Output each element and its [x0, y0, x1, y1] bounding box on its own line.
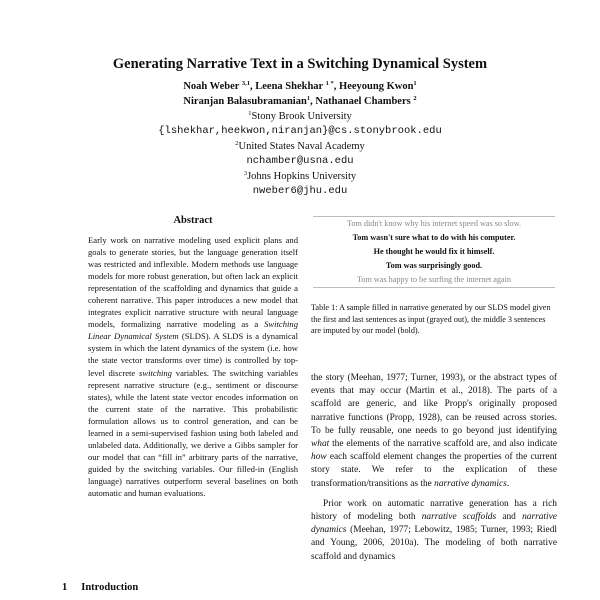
table-1-example	[313, 216, 555, 288]
imputed-sentence: He thought he would fix it himself.	[373, 247, 495, 256]
author-name: Nathanael Chambers	[315, 96, 411, 107]
affil-name: United States Naval Academy	[238, 141, 365, 152]
author-name: Noah Weber	[183, 81, 240, 92]
author-name: Heeyoung Kwon	[339, 81, 414, 92]
paragraph: the story (Meehan, 1977; Turner, 1993), or the abstract types of events that may occur (Martin et al., 2018). The parts of a scaffold are generic, and like Propp's originally proposed narrative functions (Propp, 1928), can be reused across stories. To be fully reusable, one needs to go beyond just identifying what the elements of the narrative scaffold are, and also indicate how each scaffold element changes the properties of the current story state. We refer to the explication of these transformation/transitions as the narrative dynamics.	[311, 373, 557, 489]
affil-name: Stony Brook University	[251, 111, 352, 122]
author-name: Niranjan Balasubramanian	[183, 96, 307, 107]
author-affil-mark: 3,1	[241, 80, 250, 87]
affil-mark: 2	[235, 140, 239, 147]
affil-name: Johns Hopkins University	[247, 171, 357, 182]
affiliation	[0, 139, 600, 154]
intro-body-right-column	[311, 372, 557, 564]
affil-email: nweber6@jhu.edu	[252, 185, 348, 197]
table-1-caption: Table 1: A sample filled in narrative generated by our SLDS model given the first and last sentences as input (grayed out), the middle 3 sentences are imputed by our model (bold).	[311, 303, 551, 336]
given-sentence: Tom didn't know why his internet speed was so slow.	[346, 219, 522, 228]
section-number: 1	[62, 582, 68, 593]
affil-mark: 3	[243, 170, 248, 177]
section-title: Introduction	[81, 582, 139, 593]
affil-email: {lshekhar,heekwon,niranjan}@cs.stonybrook.edu	[158, 125, 442, 137]
affiliation	[0, 109, 600, 124]
imputed-sentence: Tom was surprisingly good.	[385, 261, 483, 270]
author-affil-mark: 1	[413, 80, 417, 87]
imputed-sentence: Tom wasn't sure what to do with his computer.	[352, 233, 516, 242]
given-sentence: Tom was happy to be surfing the internet again	[356, 275, 512, 284]
author-name: Leena Shekhar	[255, 81, 324, 92]
author-affil-mark: 2	[413, 95, 417, 102]
affil-mark: 1	[248, 110, 252, 117]
affiliation	[0, 169, 600, 184]
author-affil-mark: 1 *	[325, 80, 334, 87]
author-affil-mark: 1	[306, 95, 311, 102]
abstract-heading: Abstract	[173, 215, 213, 226]
affiliation-list	[0, 109, 600, 199]
author-list: Noah Weber $^{3,1}$, Leena Shekhar $^{1 *}$, Heeyoung Kwon$^1$ Niranjan Balasubramanian$^1$, Nathanael Chambers $^2$	[183, 80, 417, 107]
paper-title: Generating Narrative Text in a Switching Dynamical System	[112, 56, 488, 72]
abstract-text: Early work on narrative modeling used explicit plans and goals to generate stories, but the language generation itself was restricted and inflexible. Modern methods use language models for more robust generation, but often lack an explicit representation of the scaffolding and dynamics that guide a coherent narrative. This paper introduces a new model that integrates explicit narrative structure with neural language models, formalizing narrative modeling as a Switching Linear Dynamical System (SLDS). A SLDS is a dynamical system in which the latent dynamics of the system (i.e. how the state vector transforms over time) is controlled by top-level discrete switching variables. The switching variables represent narrative structure (e.g., sentiment or discourse states), while the latent state vector encodes information on the current state of the narrative. This probabilistic formulation allows us to control generation, and can be learned in a semi-supervised fashion using both labeled and unlabeled data. Additionally, we derive a Gibbs sampler for our model that can “fill in” arbitrary parts of the narrative, guided by the switching variables. Our filled-in (English language) narratives outperform several baselines on both automatic and human evaluations.	[88, 235, 298, 498]
section-heading-introduction	[62, 582, 138, 593]
paragraph: Prior work on automatic narrative generation has a rich history of modeling both narrative scaffolds and narrative dynamics (Meehan, 1977; Lebowitz, 1985; Turner, 1993; Riedl and Young, 2006, 2010a). The modeling of both narrative scaffold and dynamics	[311, 498, 557, 562]
affil-email: nchamber@usna.edu	[246, 155, 354, 167]
